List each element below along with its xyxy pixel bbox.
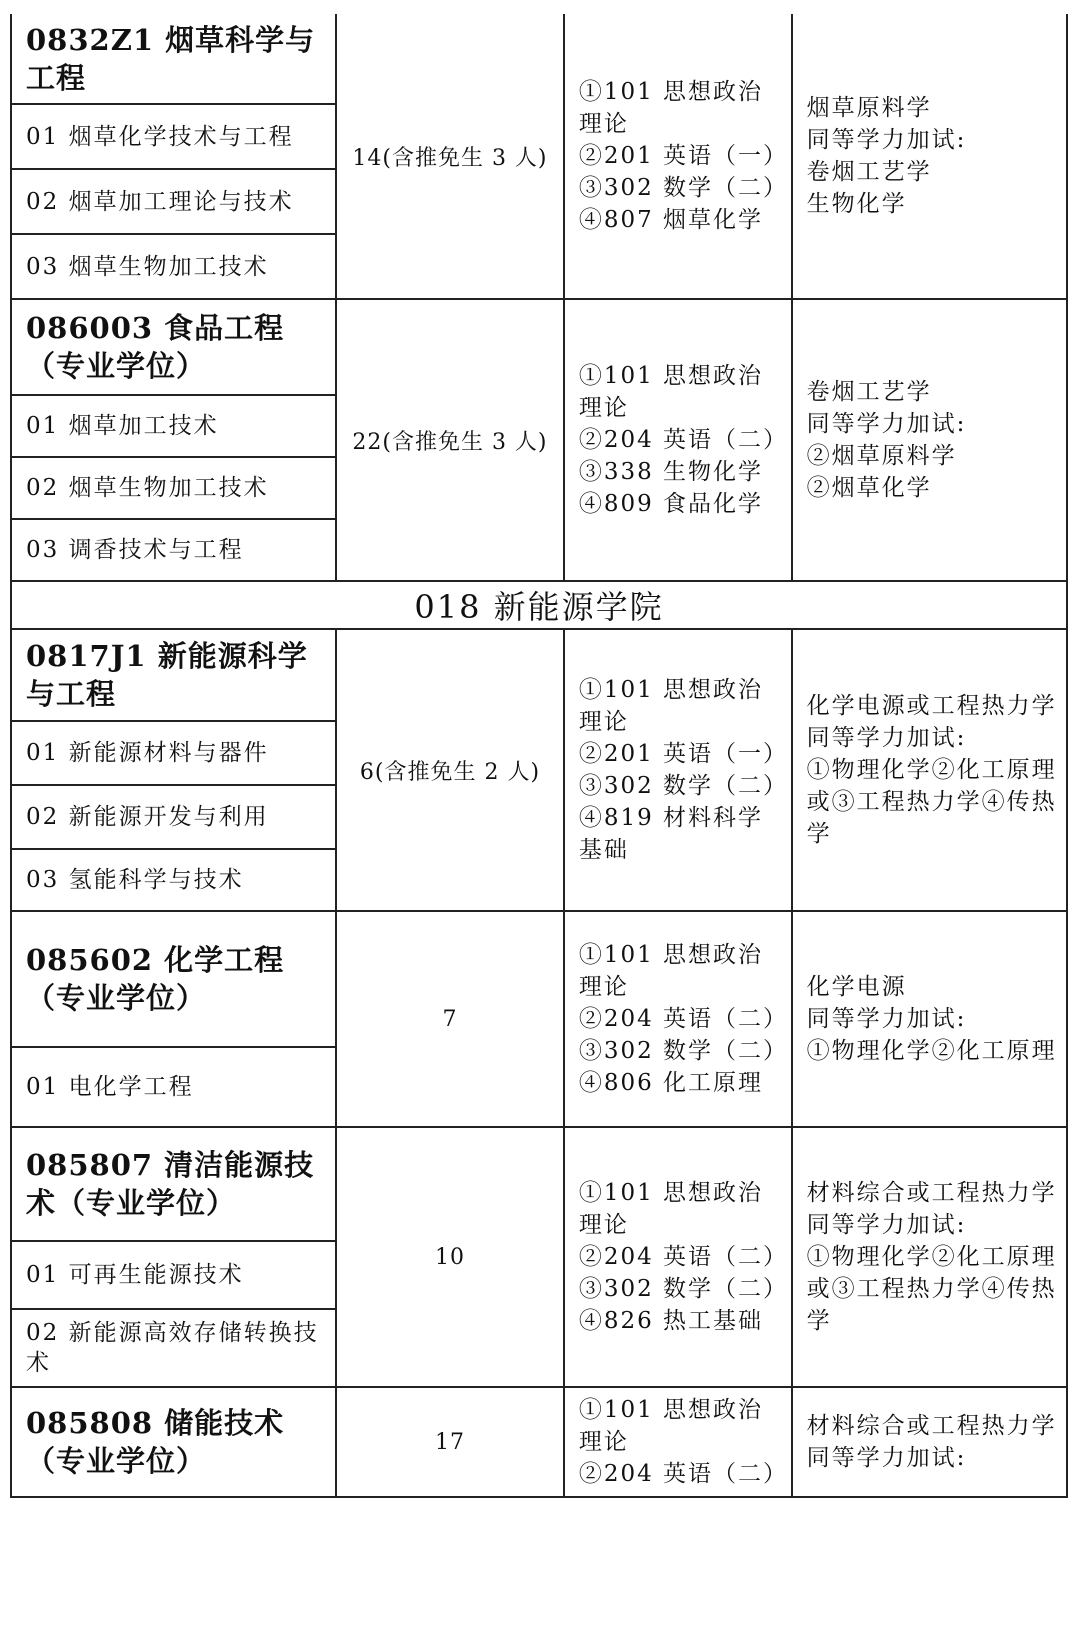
retest-subjects-cell (792, 629, 1067, 911)
exam-subject: ③338 生物化学 (578, 459, 764, 485)
exam-subject: ①101 思想政治理论 (578, 942, 764, 1000)
program-title-cell (11, 1127, 336, 1241)
college-heading: 018 新能源学院 (11, 581, 1067, 629)
exam-subject: ③302 数学（二） (578, 1276, 789, 1302)
program-row (11, 911, 1067, 1047)
admissions-table (10, 14, 1068, 1498)
retest-subject: 卷烟工艺学 (806, 379, 932, 405)
exam-subjects-cell (564, 629, 792, 911)
retest-subjects-cell (792, 299, 1067, 581)
quota-cell: 7 (336, 911, 564, 1127)
research-direction: 01 新能源材料与器件 (11, 721, 336, 785)
retest-subject: 同等学力加试: (806, 725, 967, 751)
college-row (11, 581, 1067, 629)
retest-subject: 同等学力加试: (806, 1212, 967, 1238)
retest-subject: 化学电源或工程热力学 (806, 693, 1057, 719)
research-direction: 02 新能源高效存储转换技术 (11, 1309, 336, 1387)
retest-subject: 材料综合或工程热力学 (806, 1413, 1057, 1439)
exam-subject: ②204 英语（二） (578, 1461, 789, 1487)
retest-subject: 化学电源 (806, 974, 907, 1000)
program-title-cell (11, 911, 336, 1047)
quota-cell: 14(含推免生 3 人) (336, 14, 564, 299)
exam-subjects-cell (564, 299, 792, 581)
retest-subject: ①物理化学②化工原理或③工程热力学④传热学 (806, 757, 1057, 847)
research-direction: 01 可再生能源技术 (11, 1241, 336, 1309)
program-row (11, 1127, 1067, 1241)
research-direction: 02 新能源开发与利用 (11, 785, 336, 849)
retest-subjects-cell (792, 1387, 1067, 1497)
exam-subject: ④809 食品化学 (578, 491, 764, 517)
retest-subject: ①物理化学②化工原理或③工程热力学④传热学 (806, 1244, 1057, 1334)
research-direction: 01 烟草加工技术 (11, 395, 336, 457)
program-title-cell (11, 1387, 336, 1497)
research-direction: 02 烟草加工理论与技术 (11, 169, 336, 234)
program-title: 085807 清洁能源技术（专业学位） (26, 1148, 315, 1220)
program-row (11, 1387, 1067, 1497)
exam-subjects-cell (564, 1387, 792, 1497)
program-title: 0832Z1 烟草科学与工程 (26, 22, 316, 95)
retest-subject: 同等学力加试: (806, 1006, 967, 1032)
exam-subject: ①101 思想政治理论 (578, 677, 764, 735)
retest-subject: 同等学力加试: (806, 1445, 967, 1471)
exam-subject: ②204 英语（二） (578, 427, 789, 453)
exam-subject: ②201 英语（一） (578, 741, 789, 767)
exam-subjects-cell (564, 1127, 792, 1387)
exam-subject: ④806 化工原理 (578, 1070, 764, 1096)
exam-subject: ③302 数学（二） (578, 1038, 789, 1064)
exam-subjects-cell (564, 14, 792, 299)
exam-subject: ③302 数学（二） (578, 773, 789, 799)
retest-subjects-cell (792, 911, 1067, 1127)
program-row (11, 14, 1067, 104)
quota-cell: 22(含推免生 3 人) (336, 299, 564, 581)
research-direction: 01 电化学工程 (11, 1047, 336, 1127)
exam-subject: ②204 英语（二） (578, 1244, 789, 1270)
program-title: 0817J1 新能源科学与工程 (26, 639, 308, 711)
retest-subject: 生物化学 (806, 191, 907, 217)
research-direction: 03 烟草生物加工技术 (11, 234, 336, 299)
program-title: 086003 食品工程 （专业学位） (26, 311, 285, 383)
retest-subject: ②烟草化学 (806, 475, 932, 501)
retest-subject: 同等学力加试: (806, 127, 967, 153)
exam-subject: ④807 烟草化学 (578, 207, 764, 233)
program-row (11, 629, 1067, 721)
program-title-cell (11, 629, 336, 721)
quota-cell: 10 (336, 1127, 564, 1387)
exam-subject: ①101 思想政治理论 (578, 363, 764, 421)
program-title: 085808 储能技术 （专业学位） (26, 1406, 285, 1478)
program-title-cell (11, 299, 336, 395)
retest-subject: ①物理化学②化工原理 (806, 1038, 1057, 1064)
research-direction: 02 烟草生物加工技术 (11, 457, 336, 519)
retest-subject: ②烟草原料学 (806, 443, 957, 469)
exam-subject: ①101 思想政治理论 (578, 79, 764, 137)
retest-subject: 卷烟工艺学 (806, 159, 932, 185)
exam-subject: ③302 数学（二） (578, 175, 789, 201)
research-direction: 01 烟草化学技术与工程 (11, 104, 336, 169)
retest-subject: 同等学力加试: (806, 411, 967, 437)
program-title: 085602 化学工程 （专业学位） (26, 943, 285, 1015)
retest-subject: 材料综合或工程热力学 (806, 1180, 1057, 1206)
program-row (11, 299, 1067, 395)
quota-cell: 6(含推免生 2 人) (336, 629, 564, 911)
retest-subjects-cell (792, 1127, 1067, 1387)
retest-subjects-cell (792, 14, 1067, 299)
exam-subject: ④819 材料科学基础 (578, 805, 764, 863)
program-title-cell (11, 14, 336, 104)
exam-subject: ①101 思想政治理论 (578, 1180, 764, 1238)
quota-cell: 17 (336, 1387, 564, 1497)
exam-subject: ④826 热工基础 (578, 1308, 764, 1334)
exam-subject: ②204 英语（二） (578, 1006, 789, 1032)
exam-subject: ②201 英语（一） (578, 143, 789, 169)
research-direction: 03 调香技术与工程 (11, 519, 336, 581)
retest-subject: 烟草原料学 (806, 95, 932, 121)
exam-subject: ①101 思想政治理论 (578, 1397, 764, 1455)
research-direction: 03 氢能科学与技术 (11, 849, 336, 911)
exam-subjects-cell (564, 911, 792, 1127)
